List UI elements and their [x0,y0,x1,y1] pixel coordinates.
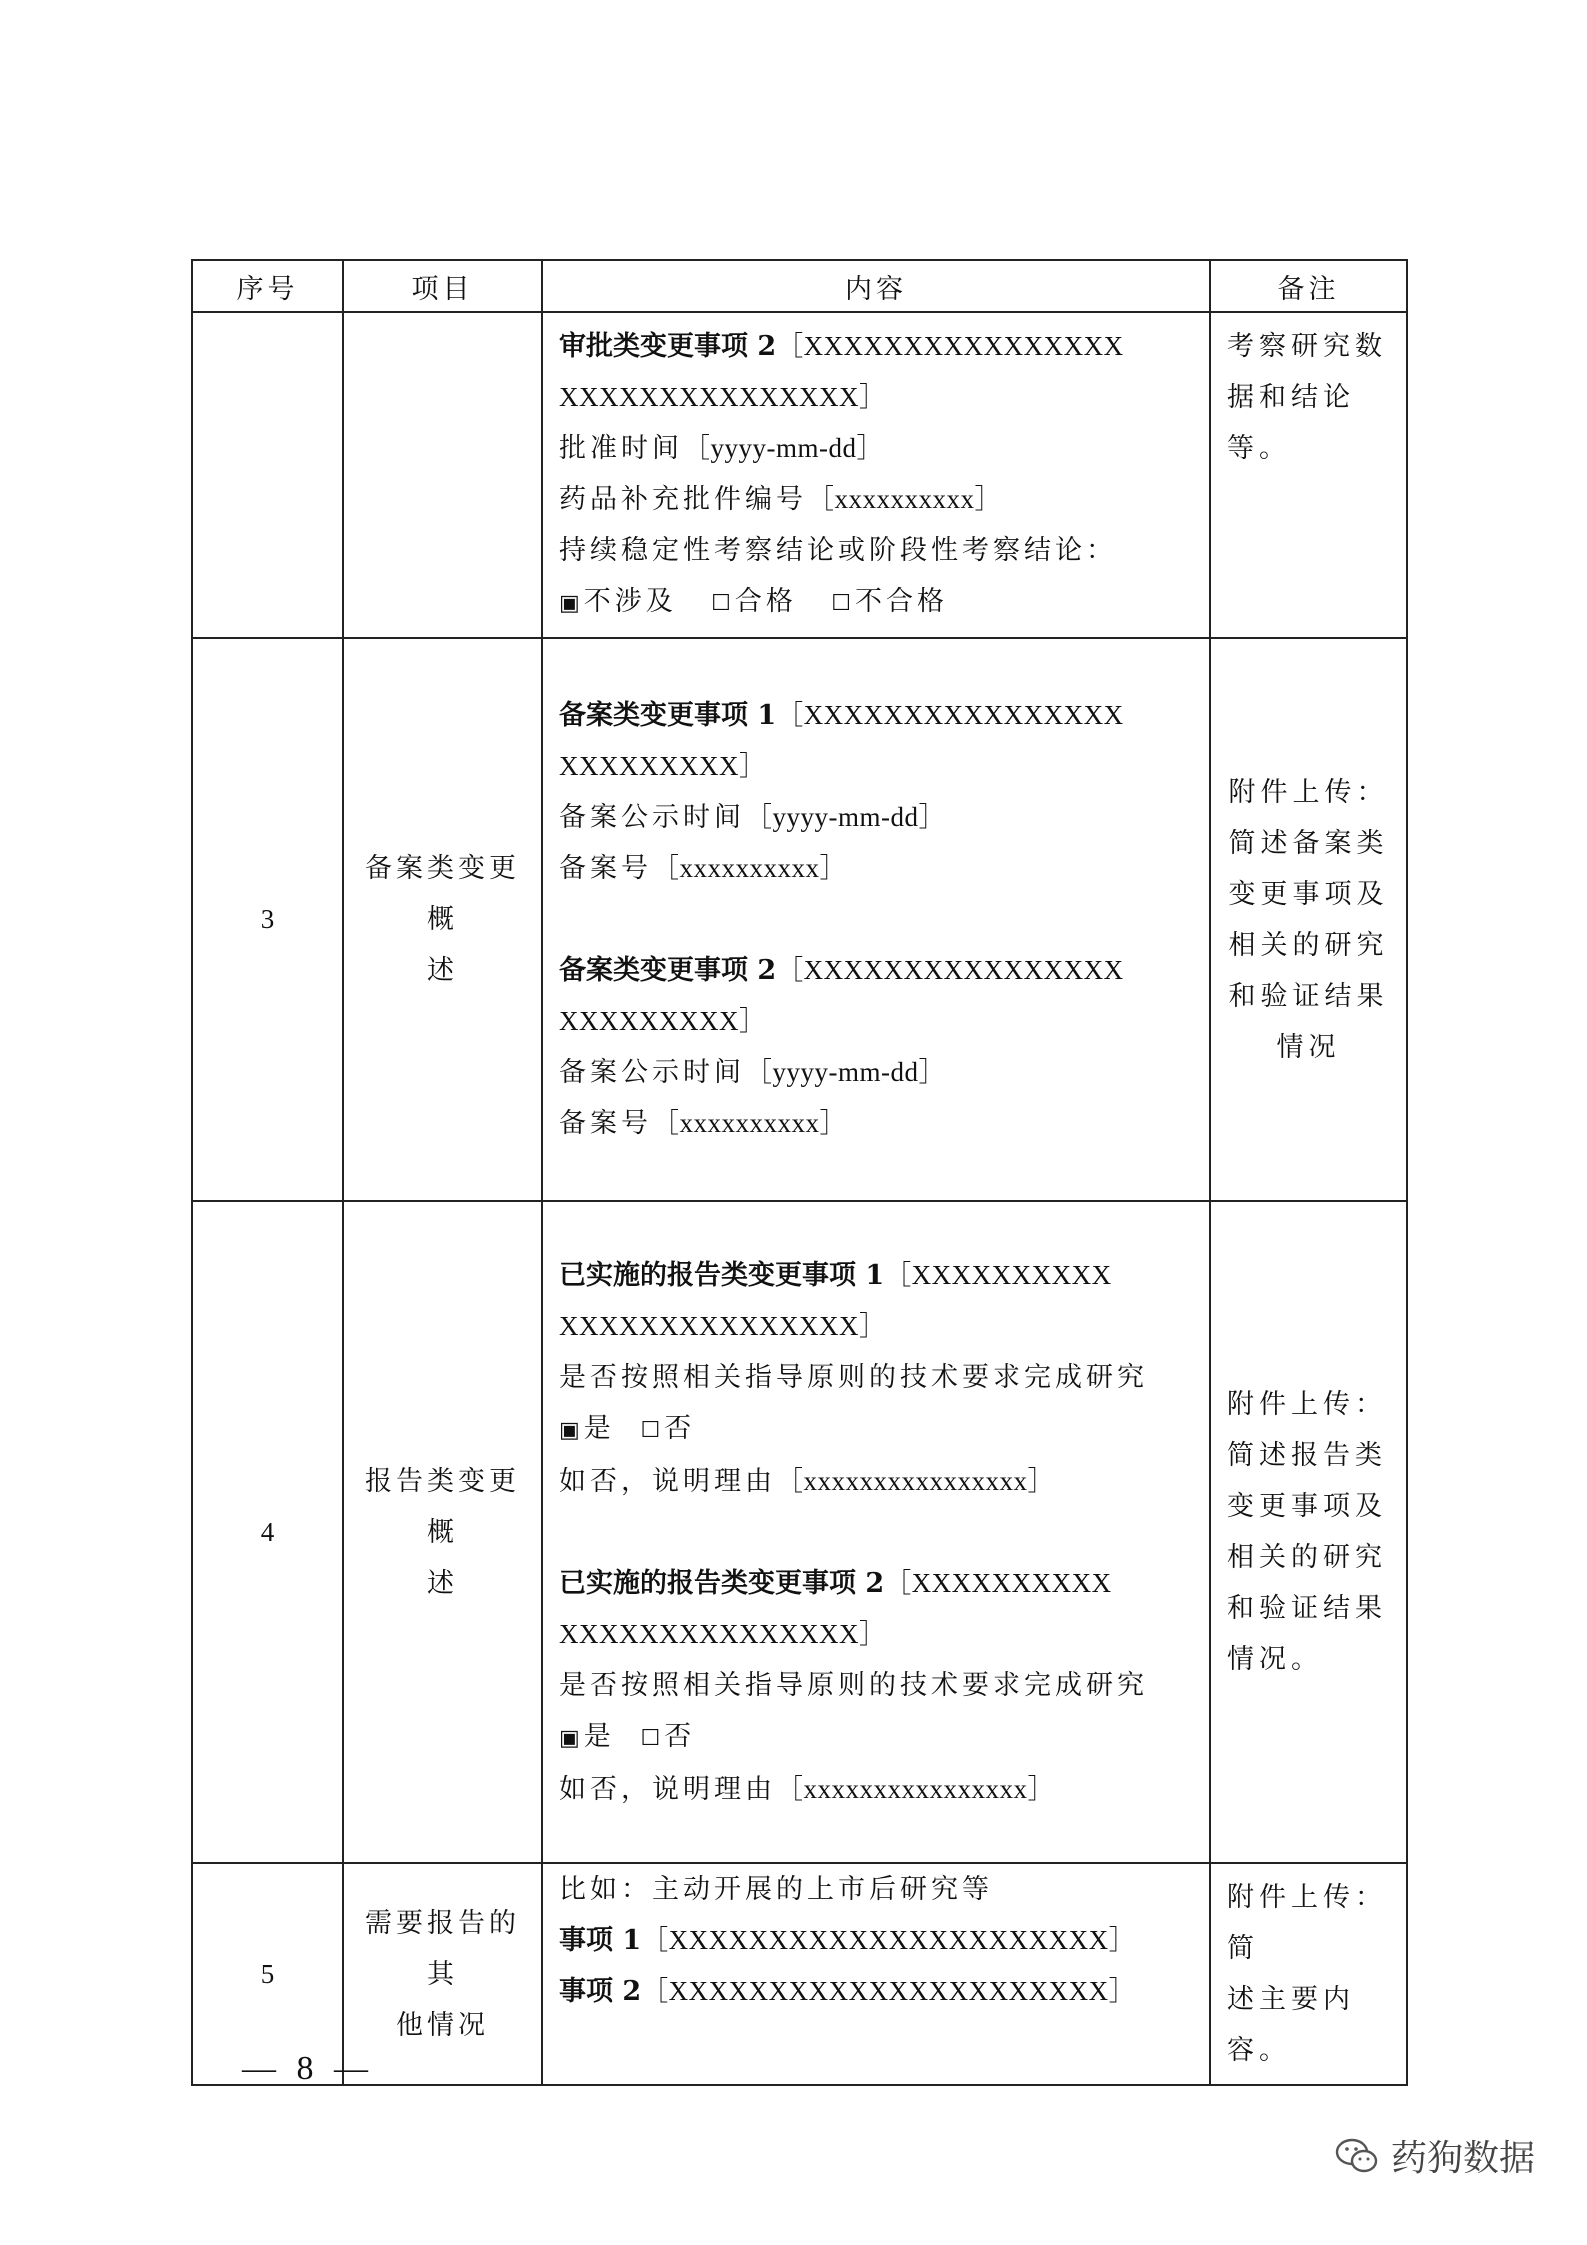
note-line: 据和结论等。 [1227,382,1355,464]
approval-time-label: 批准时间 [559,433,683,464]
note-cell [1210,638,1407,1201]
stability-label: 持续稳定性考察结论或阶段性考察结论： [559,535,1117,566]
table-row [192,638,1407,1201]
reason-label: 如否，说明理由 [559,1773,776,1805]
checkbox-checked-icon[interactable]: ▣ [559,1417,580,1443]
checkbox-empty-icon[interactable]: ☐ [640,1417,661,1443]
checkbox-empty-icon[interactable]: ☐ [711,591,731,616]
change-id-cont: XXXXXXXXX］ [559,1006,767,1036]
record-num-value: ［xxxxxxxxxx］ [652,853,847,883]
reason-value: ［xxxxxxxxxxxxxxxx］ [776,1465,1055,1496]
option-label: 合格 [734,586,797,617]
yes-label: 是 [583,1720,615,1752]
report-entry [559,1250,1193,1507]
note-line: 述主要内容。 [1227,1984,1355,2066]
reason-label: 如否，说明理由 [559,1465,776,1497]
header-serial: 序号 [192,260,343,312]
supplement-value: ［xxxxxxxxxx］ [807,484,1002,514]
checkbox-checked-icon[interactable]: ▣ [559,591,580,616]
checkbox-empty-icon[interactable]: ☐ [831,591,851,616]
content-cell [542,1863,1210,2085]
record-num-label: 备案号 [559,1108,652,1139]
note-line: 简述报告类 [1227,1440,1387,1471]
intro-text: 比如：主动开展的上市后研究等 [559,1874,993,1905]
yes-label: 是 [583,1412,615,1444]
change-title: 已实施的报告类变更事项 1 [559,1259,885,1291]
note-line: 变更事项及 [1227,1491,1387,1522]
record-num-label: 备案号 [559,853,652,884]
serial-cell: 5 [192,1863,343,2085]
note-line: 情况 [1276,1031,1341,1063]
table-header-row [192,260,1407,312]
approval-time-value: ［yyyy-mm-dd］ [683,433,884,463]
note-line: 和验证结果 [1227,1593,1387,1624]
item-line: 述 [427,955,458,986]
serial-cell: 4 [192,1201,343,1863]
note-line: 附件上传： [1227,1389,1387,1420]
change-title: 已实施的报告类变更事项 2 [559,1567,885,1599]
item-line: 报告类变更概 [365,1465,520,1548]
change-title: 审批类变更事项 2 [559,331,777,362]
no-label: 否 [664,1412,692,1444]
change-id: ［XXXXXXXXXXXXXXXX [776,700,1124,730]
change-id: ［XXXXXXXXXX [884,1567,1112,1598]
note-line: 相关的研究 [1227,1542,1387,1573]
no-label: 否 [664,1720,692,1752]
content-cell [542,312,1210,638]
item-line: 他情况 [396,2009,489,2041]
item-cell [343,638,542,1201]
change-title: 备案类变更事项 2 [559,955,777,986]
option-label: 不涉及 [583,586,677,617]
note-line: 相关的研究 [1228,929,1389,961]
item-cell [343,1201,542,1863]
note-line: 情况。 [1227,1644,1323,1675]
matter-value: ［XXXXXXXXXXXXXXXXXXXXXX］ [641,1976,1137,2006]
change-title: 备案类变更事项 1 [559,700,777,731]
checkbox-empty-icon[interactable]: ☐ [640,1725,661,1751]
time-value: ［yyyy-mm-dd］ [745,802,946,832]
change-id: ［XXXXXXXXXX [884,1259,1112,1290]
serial-cell [192,312,343,638]
content-cell [542,1201,1210,1863]
header-note: 备注 [1210,260,1407,312]
time-value: ［yyyy-mm-dd］ [745,1057,946,1087]
note-line: 和验证结果 [1228,980,1389,1012]
watermark-text: 药狗数据 [1391,2138,1536,2179]
option-label: 不合格 [854,586,948,617]
serial-cell: 3 [192,638,343,1201]
matter-label: 事项 1 [559,1925,642,1956]
page-number: — 8 — [242,2050,374,2087]
matter-value: ［XXXXXXXXXXXXXXXXXXXXXX］ [641,1925,1137,1955]
note-line: 附件上传：简 [1227,1882,1387,1964]
question-text: 是否按照相关指导原则的技术要求完成研究 [559,1669,1148,1701]
report-entry [559,1558,1193,1815]
item-line: 述 [427,1567,458,1599]
header-content: 内容 [542,260,1210,312]
item-line: 需要报告的其 [365,1907,520,1990]
change-id: ［XXXXXXXXXXXXXXXX [776,955,1124,985]
note-cell [1210,312,1407,638]
checkbox-checked-icon[interactable]: ▣ [559,1725,580,1751]
change-id: ［XXXXXXXXXXXXXXXX [776,331,1124,361]
reason-value: ［xxxxxxxxxxxxxxxx］ [776,1773,1055,1804]
change-id-cont: XXXXXXXXXXXXXXX］ [559,382,887,412]
supplement-label: 药品补充批件编号 [559,484,807,515]
change-summary-table [191,259,1408,2086]
change-id-cont: XXXXXXXXXXXXXXX］ [559,1310,887,1341]
note-line: 考察研究数 [1227,331,1387,362]
question-text: 是否按照相关指导原则的技术要求完成研究 [559,1361,1148,1393]
change-id-cont: XXXXXXXXXXXXXXX］ [559,1618,887,1649]
note-line: 变更事项及 [1228,878,1389,910]
item-cell [343,312,542,638]
note-cell [1210,1863,1407,2085]
watermark [1335,2130,1535,2181]
time-label: 备案公示时间 [559,802,745,833]
time-label: 备案公示时间 [559,1057,745,1088]
wechat-icon [1335,2137,1379,2175]
table-row [192,1201,1407,1863]
record-num-value: ［xxxxxxxxxx］ [652,1108,847,1138]
table-row [192,1863,1407,2085]
change-id-cont: XXXXXXXXX］ [559,751,767,781]
note-line: 简述备案类 [1228,827,1389,859]
matter-label: 事项 2 [559,1976,642,2007]
content-cell [542,638,1210,1201]
record-entry [559,690,1193,894]
note-cell [1210,1201,1407,1863]
record-entry [559,945,1193,1149]
item-line: 备案类变更概 [365,853,520,935]
table-row [192,312,1407,638]
note-line: 附件上传： [1228,776,1389,808]
header-item: 项目 [343,260,542,312]
